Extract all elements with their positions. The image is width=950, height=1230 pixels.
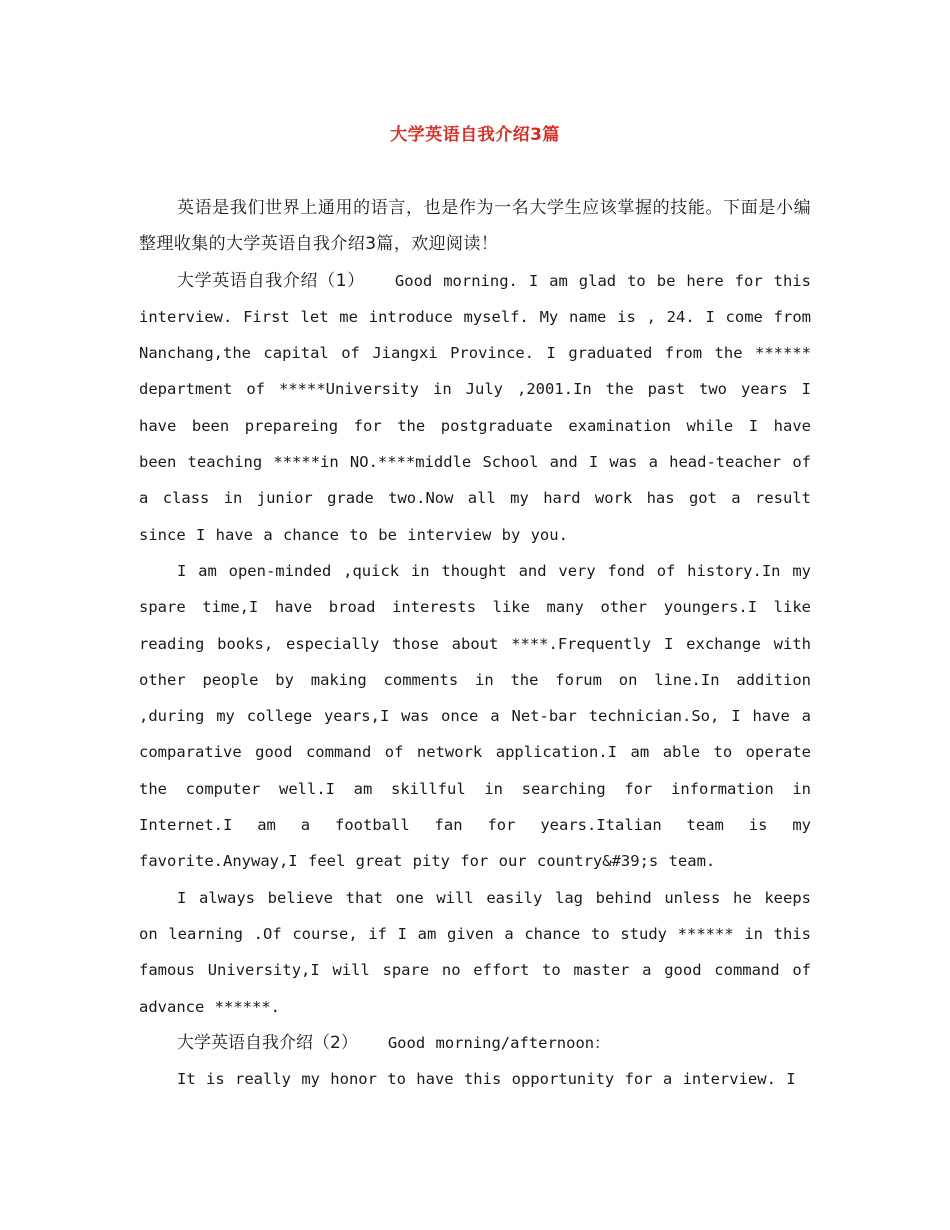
intro-paragraph: 英语是我们世界上通用的语言，也是作为一名大学生应该掌握的技能。下面是小编整理收集的大学英语自我介绍3篇，欢迎阅读！ xyxy=(139,198,811,255)
paragraph-2: I am open-minded ,quick in thought and very fond of history.In my spare time,I have broad interests like many other youngers.I like reading books, especially those about ****.Frequently I exchange with other people by making comments in the forum on line.In addition ,during my college years,I was once a Net-bar technician.So, I have a comparative good command of network application.I am able to operate the computer well.I am skillful in searching for information in Internet.I am a football fan for years.Italian team is my favorite.Anyway,I feel great pity for our country&#39;s team. xyxy=(139,561,811,871)
section-1-paragraph xyxy=(139,263,811,553)
paragraph-4: It is really my honor to have this opportunity for a interview. I xyxy=(177,1070,796,1089)
section-2-heading: 大学英语自我介绍（2） xyxy=(177,1032,358,1053)
section-2-paragraph xyxy=(139,1025,811,1061)
section-2-text: Good morning/afternoon： xyxy=(387,1033,610,1052)
section-1-heading: 大学英语自我介绍（1） xyxy=(177,270,365,291)
document-title: 大学英语自我介绍3篇 xyxy=(390,125,560,145)
paragraph-3: I always believe that one will easily lag behind unless he keeps on learning .Of course, if I am given a chance to study ****** in this famous University,I will spare no effort to master a good command of advance ******. xyxy=(139,888,811,1016)
section-1-text: Good morning. I am glad to be here for this interview. First let me introduce myself. My name is , 24. I come from Nanchang,the capital of Jiangxi Province. I graduated from the ****** department of *****University in July ,2001.In the past two years I have been prepareing for the postgraduate examination while I have been teaching *****in NO.****middle School and I was a head-teacher of a class in junior grade two.Now all my hard work has got a result since I have a chance to be interview by you. xyxy=(139,271,811,544)
document-body xyxy=(139,190,811,1097)
